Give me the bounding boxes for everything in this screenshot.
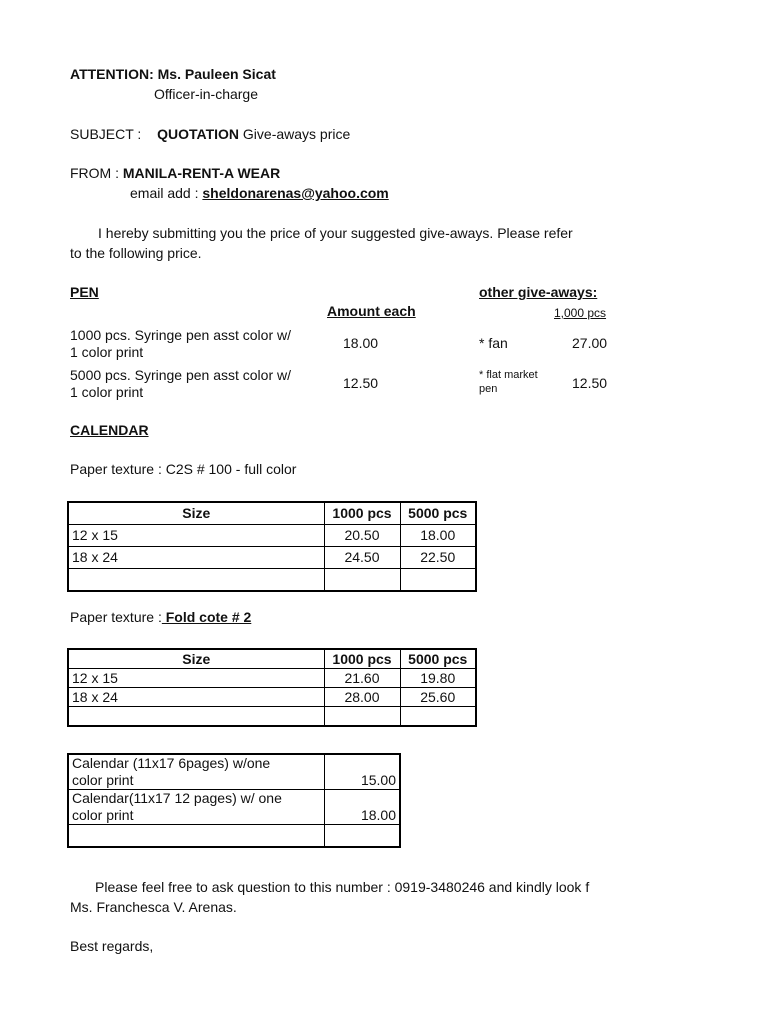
calendar-item-desc-line2: color print [72, 772, 134, 788]
cell-size: 12 x 15 [68, 669, 324, 688]
cell-1000: 24.50 [324, 547, 400, 569]
closing-line-2: Ms. Franchesca V. Arenas. [70, 899, 237, 915]
intro-line-2: to the following price. [70, 245, 202, 261]
header-1000: 1000 pcs [324, 649, 400, 669]
empty-cell [324, 825, 400, 848]
calendar-item-desc-line1: Calendar(11x17 12 pages) w/ one [72, 790, 282, 806]
table-row-empty [68, 707, 476, 727]
pen-item-1-line2: 1 color print [70, 344, 144, 360]
paper-texture-2-value: Fold cote # 2 [161, 609, 252, 625]
from-name: MANILA-RENT-A WEAR [122, 165, 281, 181]
calendar-item-desc [68, 754, 324, 790]
pen-item-2-line1: 5000 pcs. Syringe pen asst color w/ [70, 367, 292, 383]
empty-cell [400, 569, 476, 592]
empty-cell [324, 569, 400, 592]
attention-line [70, 66, 276, 83]
calendar-item-desc-line2: color print [72, 807, 134, 823]
closing-line-1: Please feel free to ask question to this number : 0919-3480246 and kindly look f [95, 879, 590, 895]
calendar-item-desc-line1: Calendar (11x17 6pages) w/one [72, 755, 271, 771]
table-row [68, 790, 400, 825]
calendar-heading: CALENDAR [70, 422, 149, 438]
other-item-pen-line1: * flat market [479, 369, 538, 381]
table-row [68, 669, 476, 688]
pen-item-2-line2: 1 color print [70, 384, 144, 400]
cell-5000: 22.50 [400, 547, 476, 569]
empty-cell [68, 569, 324, 592]
pen-item-1-price: 18.00 [343, 335, 379, 351]
paper-texture-1: Paper texture : C2S # 100 - full color [70, 461, 297, 477]
calendar-item-desc [68, 790, 324, 825]
cell-size: 18 x 24 [68, 547, 324, 569]
cell-5000: 25.60 [400, 688, 476, 707]
table-row-empty [68, 569, 476, 592]
cell-1000: 28.00 [324, 688, 400, 707]
table-row [68, 754, 400, 790]
table-row [68, 547, 476, 569]
table-row [68, 525, 476, 547]
best-regards: Best regards, [70, 938, 154, 954]
cell-size: 18 x 24 [68, 688, 324, 707]
attention-label: ATTENTION: [70, 66, 154, 82]
pen-item-2-price: 12.50 [343, 375, 379, 391]
header-size: Size [68, 649, 324, 669]
table-row [68, 688, 476, 707]
subject-label: SUBJECT : [70, 126, 142, 142]
attention-title: Officer-in-charge [154, 86, 259, 102]
pen-item-1-line1: 1000 pcs. Syringe pen asst color w/ [70, 327, 292, 343]
other-qty-header: 1,000 pcs [554, 306, 607, 320]
intro-line-1: I hereby submitting you the price of your suggested give-aways. Please refer [98, 225, 573, 241]
subject-strong: QUOTATION [157, 126, 240, 142]
cell-5000: 18.00 [400, 525, 476, 547]
header-1000: 1000 pcs [324, 502, 400, 525]
pen-heading: PEN [70, 284, 99, 300]
table-row-empty [68, 825, 400, 848]
other-item-pen-price: 12.50 [572, 375, 608, 391]
subject-line [70, 126, 350, 143]
empty-cell [400, 707, 476, 727]
calendar-table-1 [67, 501, 477, 592]
paper-texture-2-label: Paper texture : [70, 609, 162, 625]
calendar-item-price: 15.00 [324, 754, 400, 790]
email-label: email add : [130, 185, 199, 201]
email-line [130, 185, 389, 202]
header-size: Size [68, 502, 324, 525]
cell-1000: 20.50 [324, 525, 400, 547]
cell-1000: 21.60 [324, 669, 400, 688]
table-header-row [68, 502, 476, 525]
attention-name: Ms. Pauleen Sicat [157, 66, 276, 82]
other-item-fan: * fan [479, 335, 508, 351]
empty-cell [68, 707, 324, 727]
email-link[interactable]: sheldonarenas@yahoo.com [202, 185, 389, 201]
cell-size: 12 x 15 [68, 525, 324, 547]
other-item-pen-line2: pen [479, 383, 498, 395]
paper-texture-2 [70, 609, 251, 626]
header-5000: 5000 pcs [400, 502, 476, 525]
table-header-row [68, 649, 476, 669]
empty-cell [68, 825, 324, 848]
from-label: FROM : [70, 165, 119, 181]
calendar-table-3 [67, 753, 401, 848]
calendar-item-price: 18.00 [324, 790, 400, 825]
calendar-table-2 [67, 648, 477, 727]
cell-5000: 19.80 [400, 669, 476, 688]
header-5000: 5000 pcs [400, 649, 476, 669]
from-line [70, 165, 280, 182]
other-heading: other give-aways: [479, 284, 598, 300]
subject-text: Give-aways price [242, 126, 351, 142]
empty-cell [324, 707, 400, 727]
other-item-fan-price: 27.00 [572, 335, 608, 351]
pen-amount-header: Amount each [327, 303, 416, 319]
